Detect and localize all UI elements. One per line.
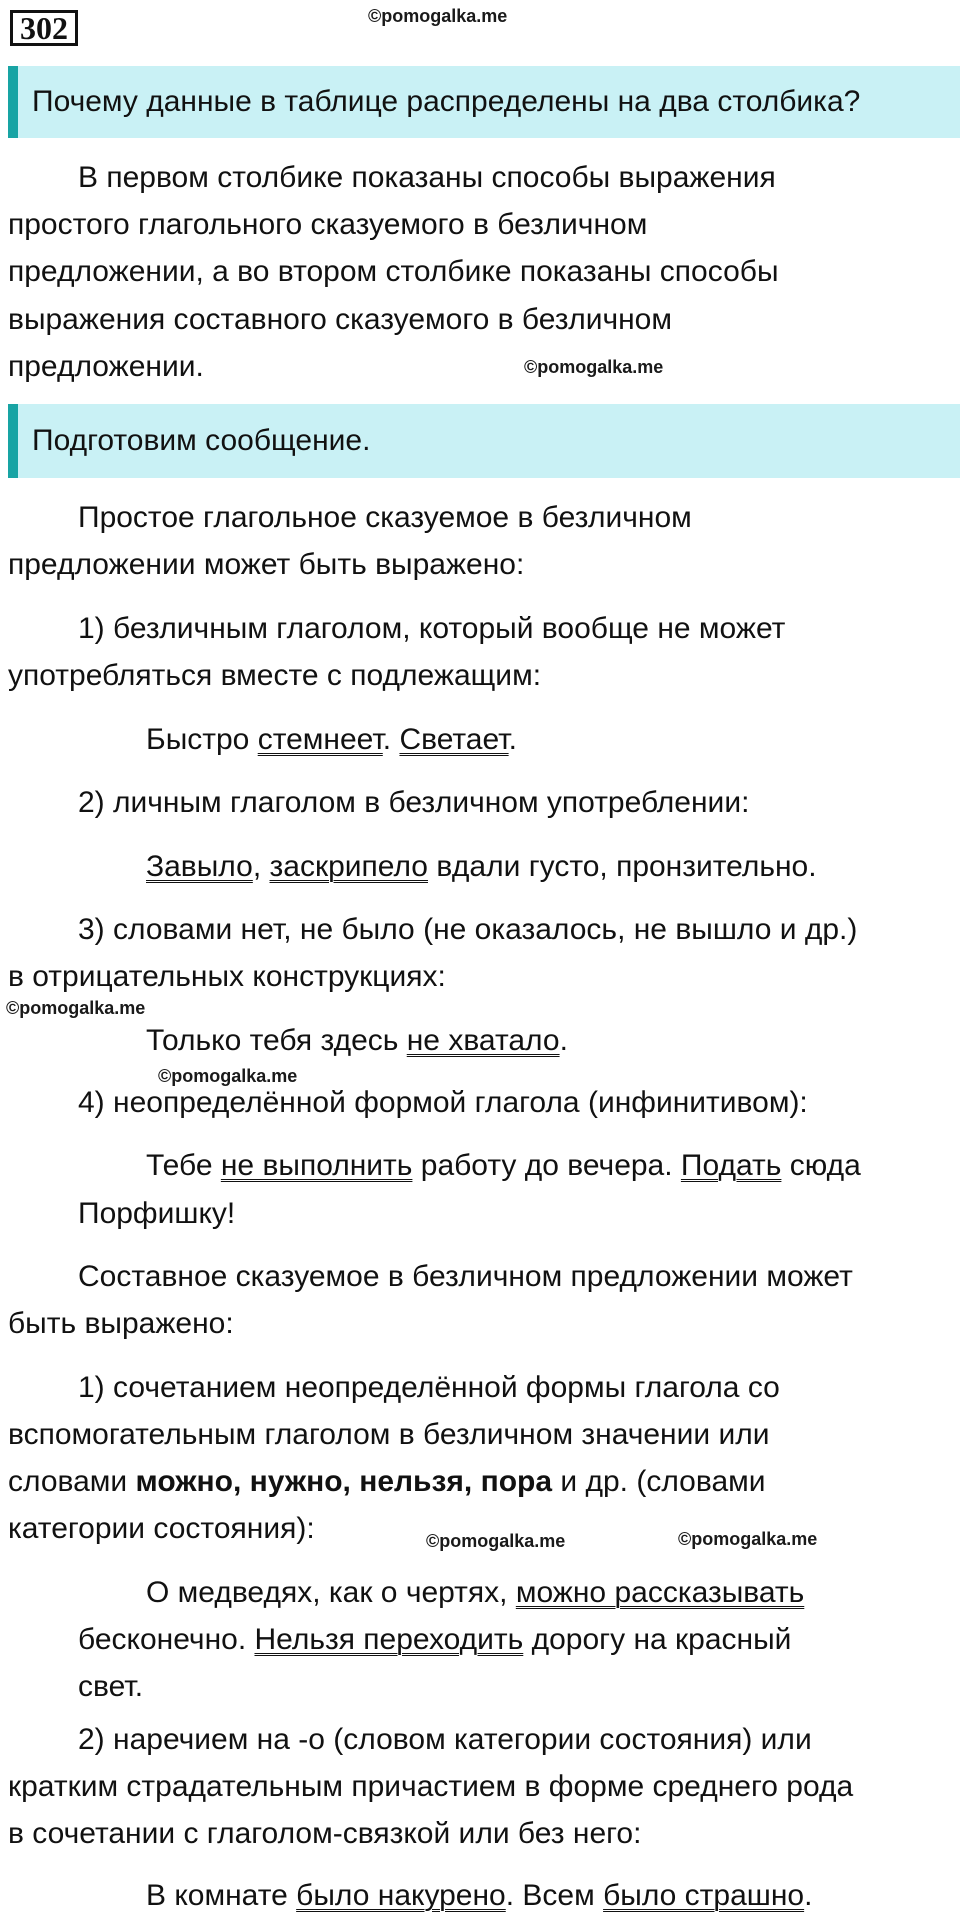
answer-line-3: предложении, а во втором столбике показаны способы bbox=[8, 255, 779, 288]
watermark: ©pomogalka.me bbox=[426, 1531, 566, 1551]
intro-line-1: Простое глагольное сказуемое в безличном bbox=[78, 501, 692, 534]
answer-line-4: выражения составного сказуемого в безличном bbox=[8, 303, 672, 336]
citem2-line-3: в сочетании с глаголом-связкой или без него: bbox=[8, 1817, 642, 1850]
citem1-line-4: категории состояния): bbox=[8, 1512, 315, 1545]
watermark: ©pomogalka.me bbox=[6, 998, 146, 1018]
section-message-banner bbox=[8, 404, 960, 478]
comp-intro-line-2: быть выражено: bbox=[8, 1307, 234, 1340]
watermark-top: ©pomogalka.me bbox=[368, 6, 508, 26]
item4-line: 4) неопределённой формой глагола (инфинитивом): bbox=[78, 1086, 808, 1119]
citem1-line-3: словами можно, нужно, нельзя, пора и др. (словами bbox=[8, 1465, 766, 1498]
watermark: ©pomogalka.me bbox=[524, 357, 664, 377]
exercise-number: 302 bbox=[10, 10, 78, 46]
example-4-line-2: Порфишку! bbox=[78, 1197, 236, 1230]
example-3: Только тебя здесь не хватало. bbox=[146, 1024, 568, 1057]
citem2-line-1: 2) наречием на -о (словом категории состояния) или bbox=[78, 1723, 812, 1756]
answer-line-2: простого глагольного сказуемого в безличном bbox=[8, 208, 648, 241]
question-title: Почему данные в таблице распределены на два столбика? bbox=[32, 85, 861, 118]
citem1-line-1: 1) сочетанием неопределённой формы глагола со bbox=[78, 1371, 780, 1404]
watermark: ©pomogalka.me bbox=[158, 1066, 298, 1086]
answer-line-1: В первом столбике показаны способы выражения bbox=[78, 161, 776, 194]
watermark: ©pomogalka.me bbox=[678, 1529, 818, 1549]
citem2-line-2: кратким страдательным причастием в форме среднего рода bbox=[8, 1770, 854, 1803]
comp-example-2: В комнате было накурено. Всем было страшно. bbox=[146, 1879, 813, 1912]
intro-line-2: предложении может быть выражено: bbox=[8, 548, 525, 581]
comp-example-1-line-3: свет. bbox=[78, 1670, 144, 1703]
citem1-line-2: вспомогательным глаголом в безличном значении или bbox=[8, 1418, 770, 1451]
item2-line: 2) личным глаголом в безличном употреблении: bbox=[78, 786, 750, 819]
example-4: Тебе не выполнить работу до вечера. Подать сюда bbox=[146, 1149, 861, 1182]
item1-line-1: 1) безличным глаголом, который вообще не может bbox=[78, 612, 786, 645]
item3-line-1: 3) словами нет, не было (не оказалось, не вышло и др.) bbox=[78, 913, 858, 946]
item3-line-2: в отрицательных конструкциях: bbox=[8, 960, 446, 993]
item1-line-2: употребляться вместе с подлежащим: bbox=[8, 659, 542, 692]
message-title: Подготовим сообщение. bbox=[32, 424, 371, 457]
example-2: Завыло, заскрипело вдали густо, пронзительно. bbox=[146, 850, 817, 883]
comp-example-1-line-1: О медведях, как о чертях, можно рассказывать bbox=[146, 1576, 805, 1609]
section-question-banner bbox=[8, 66, 960, 138]
example-1: Быстро стемнеет. Светает. bbox=[146, 723, 517, 756]
comp-example-1-line-2: бесконечно. Нельзя переходить дорогу на красный bbox=[78, 1623, 792, 1656]
comp-intro-line-1: Составное сказуемое в безличном предложении может bbox=[78, 1260, 853, 1293]
answer-line-5: предложении. bbox=[8, 350, 204, 383]
